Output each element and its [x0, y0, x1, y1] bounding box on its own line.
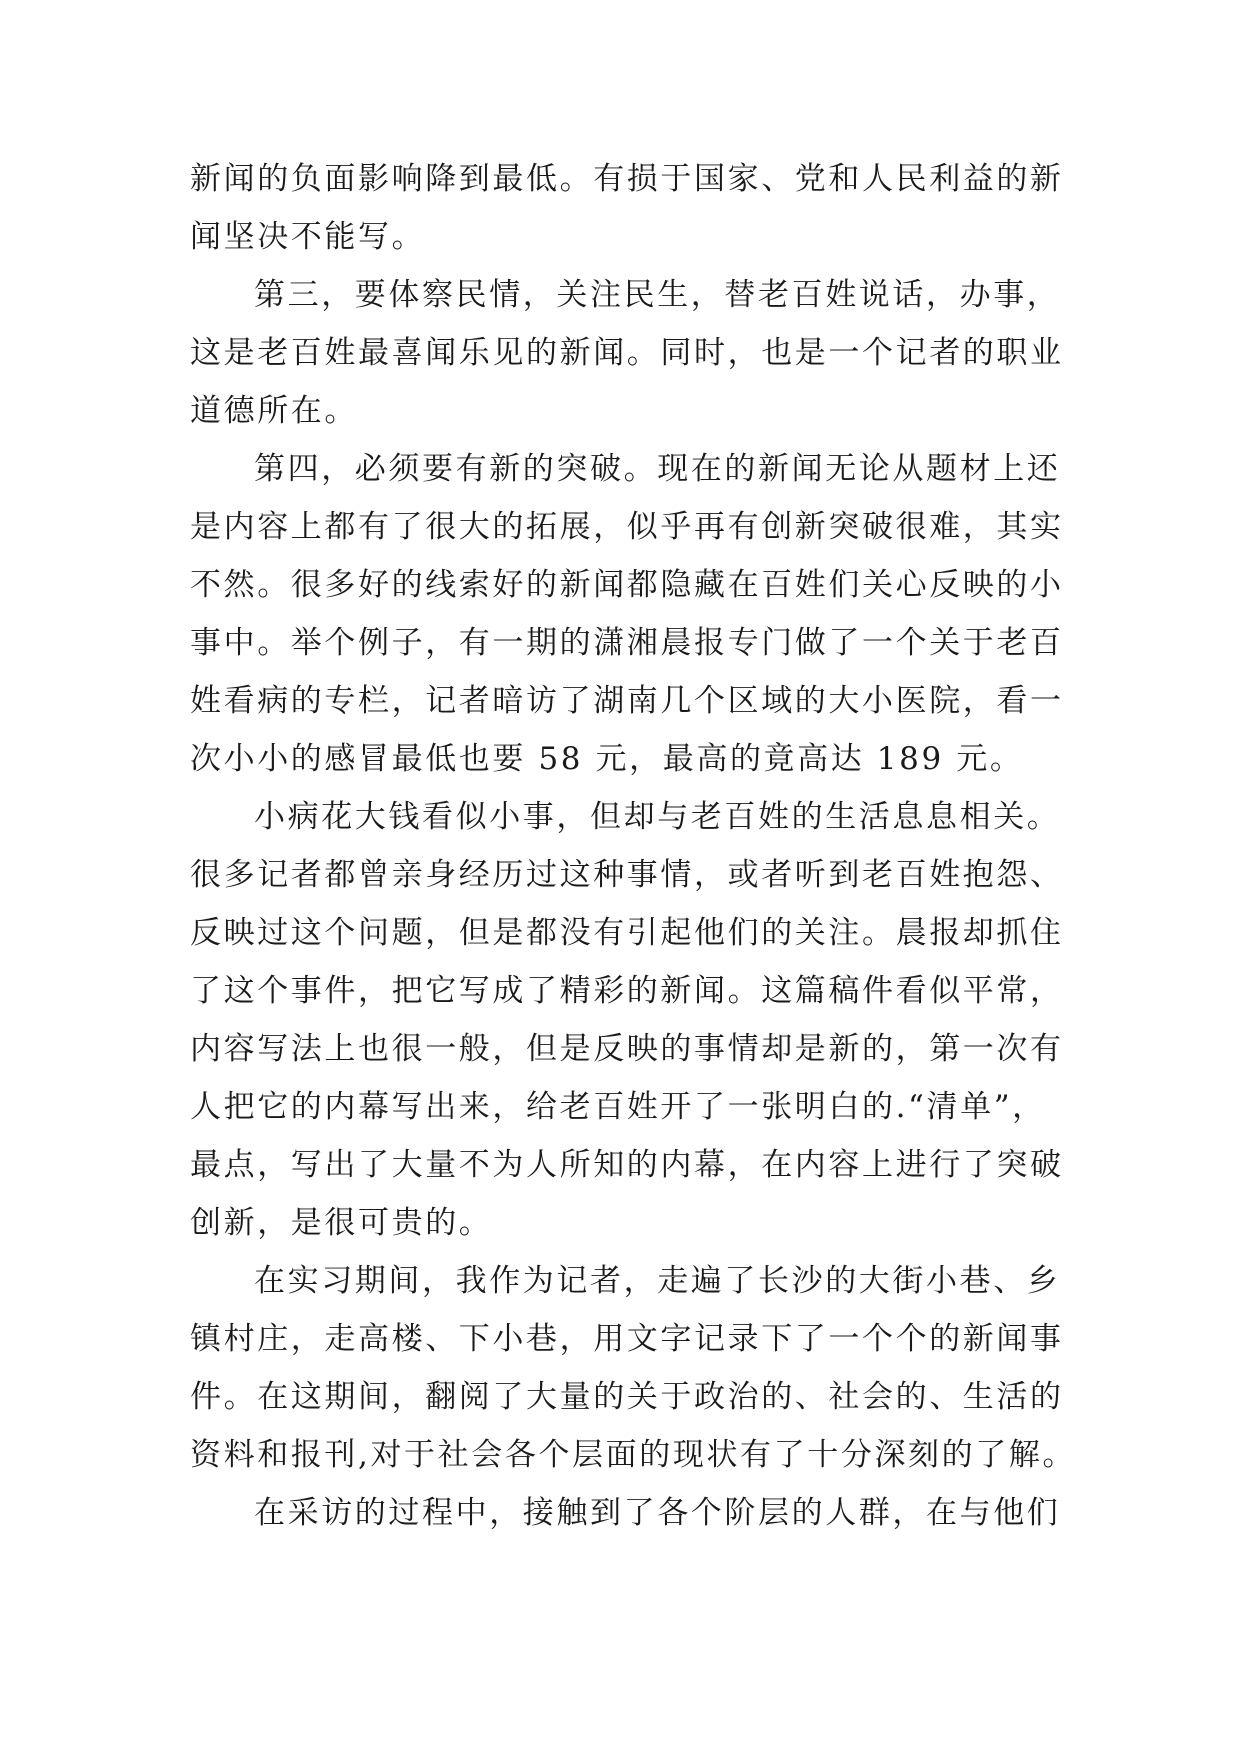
- text-line: 道德所在。: [190, 393, 358, 429]
- paragraph-start-line: 第四，必须要有新的突破。现在的新闻无论从题材上还: [254, 451, 1061, 487]
- document-page: [190, 150, 1077, 1542]
- text-line: 次小小的感冒最低也要 58 元，最高的竟高达 189 元。: [190, 741, 1024, 777]
- text-line: 了这个事件，把它写成了精彩的新闻。这篇稿件看似平常，: [190, 973, 1064, 1009]
- text-line: 创新，是很可贵的。: [190, 1205, 493, 1241]
- paragraph-start-line: 小病花大钱看似小事，但却与老百姓的生活息息相关。: [254, 799, 1061, 835]
- text-line: 资料和报刊,对于社会各个层面的现状有了十分深刻的了解。: [190, 1437, 1077, 1473]
- text-line: 最点，写出了大量不为人所知的内幕，在内容上进行了突破: [190, 1147, 1064, 1183]
- text-line: 事中。举个例子，有一期的潇湘晨报专门做了一个关于老百: [190, 625, 1064, 661]
- paragraph-start-line: 在采访的过程中，接触到了各个阶层的人群，在与他们: [254, 1495, 1061, 1531]
- text-line: 人把它的内幕写出来，给老百姓开了一张明白的.“清单”，: [190, 1089, 1046, 1125]
- text-line: 闻坚决不能写。: [190, 219, 426, 255]
- text-line: 这是老百姓最喜闻乐见的新闻。同时，也是一个记者的职业: [190, 335, 1064, 371]
- text-line: 是内容上都有了很大的拓展，似乎再有创新突破很难，其实: [190, 509, 1064, 545]
- text-line: 内容写法上也很一般，但是反映的事情却是新的，第一次有: [190, 1031, 1064, 1067]
- paragraph-start-line: 在实习期间，我作为记者，走遍了长沙的大街小巷、乡: [254, 1263, 1061, 1299]
- text-line: 新闻的负面影响降到最低。有损于国家、党和人民利益的新: [190, 161, 1064, 197]
- paragraph-start-line: 第三，要体察民情，关注民生，替老百姓说话，办事，: [254, 277, 1061, 313]
- text-line: 很多记者都曾亲身经历过这种事情，或者听到老百姓抱怨、: [190, 857, 1064, 893]
- text-line: 不然。很多好的线索好的新闻都隐藏在百姓们关心反映的小: [190, 567, 1064, 603]
- text-line: 姓看病的专栏，记者暗访了湖南几个区域的大小医院，看一: [190, 683, 1064, 719]
- text-line: 镇村庄，走高楼、下小巷，用文字记录下了一个个的新闻事: [190, 1321, 1064, 1357]
- text-line: 件。在这期间，翻阅了大量的关于政治的、社会的、生活的: [190, 1379, 1064, 1415]
- text-line: 反映过这个问题，但是都没有引起他们的关注。晨报却抓住: [190, 915, 1064, 951]
